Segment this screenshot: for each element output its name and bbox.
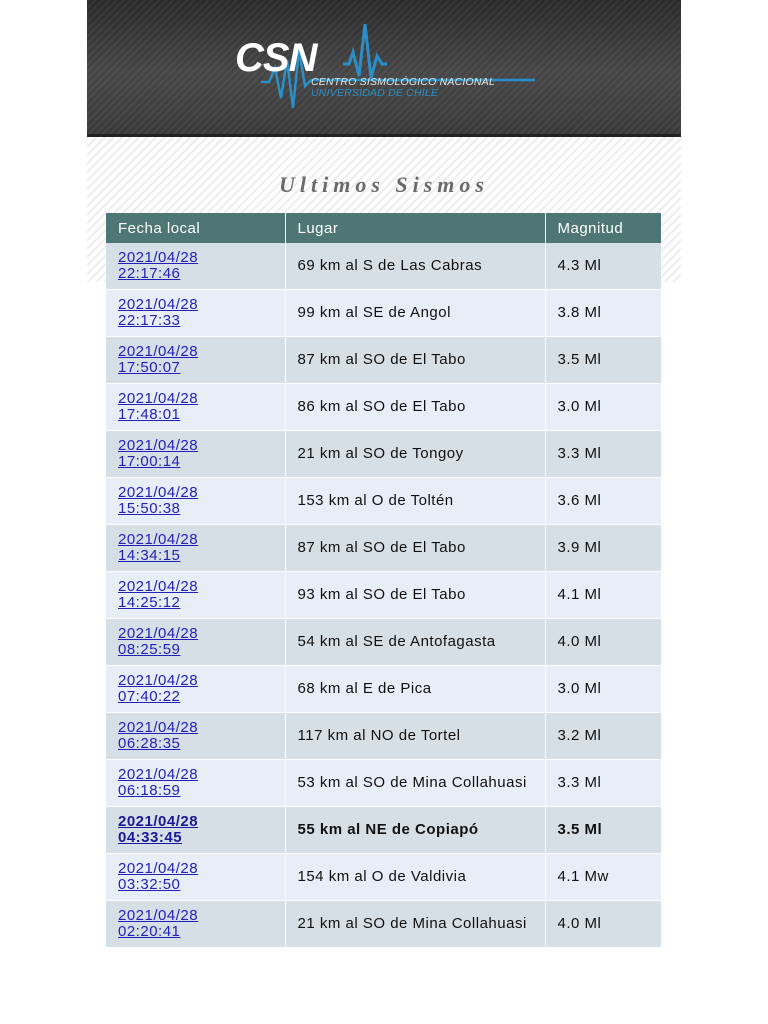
magnitude-cell: 3.3 Ml [545, 431, 661, 478]
event-datetime-link[interactable] [118, 813, 198, 846]
magnitude-cell: 3.2 Ml [545, 713, 661, 760]
date-cell [106, 807, 285, 854]
place-cell: 53 km al SO de Mina Collahuasi [285, 760, 545, 807]
place-cell: 21 km al SO de Mina Collahuasi [285, 901, 545, 948]
table-row [106, 431, 661, 478]
logo-text: CSN [235, 36, 317, 80]
date-cell [106, 901, 285, 948]
event-datetime-link[interactable] [118, 578, 198, 611]
table-row [106, 478, 661, 525]
event-date: 2021/04/28 [118, 578, 199, 595]
event-time: 22:17:33 [118, 312, 181, 329]
magnitude-cell: 4.1 Mw [545, 854, 661, 901]
event-date: 2021/04/28 [118, 813, 199, 830]
event-time: 04:33:45 [118, 829, 183, 846]
table-row [106, 854, 661, 901]
event-date: 2021/04/28 [118, 860, 199, 877]
date-cell [106, 666, 285, 713]
earthquakes-table [106, 213, 661, 948]
event-date: 2021/04/28 [118, 296, 199, 313]
event-datetime-link[interactable] [118, 343, 198, 376]
event-time: 07:40:22 [118, 688, 181, 705]
csn-logo[interactable] [235, 20, 535, 115]
magnitude-cell: 3.5 Ml [545, 337, 661, 384]
date-cell [106, 760, 285, 807]
event-time: 15:50:38 [118, 500, 181, 517]
table-row [106, 619, 661, 666]
event-datetime-link[interactable] [118, 907, 198, 940]
place-cell: 68 km al E de Pica [285, 666, 545, 713]
place-cell: 93 km al SO de El Tabo [285, 572, 545, 619]
page [87, 0, 681, 1024]
event-date: 2021/04/28 [118, 484, 199, 501]
date-cell [106, 525, 285, 572]
place-cell: 99 km al SE de Angol [285, 290, 545, 337]
event-datetime-link[interactable] [118, 296, 198, 329]
event-datetime-link[interactable] [118, 437, 198, 470]
event-datetime-link[interactable] [118, 390, 198, 423]
event-datetime-link[interactable] [118, 719, 198, 752]
date-cell [106, 337, 285, 384]
event-date: 2021/04/28 [118, 625, 199, 642]
place-cell: 154 km al O de Valdivia [285, 854, 545, 901]
logo-subtitle: CENTRO SISMOLÓGICO NACIONAL [311, 76, 495, 88]
magnitude-cell: 3.6 Ml [545, 478, 661, 525]
magnitude-cell: 3.0 Ml [545, 384, 661, 431]
table-row [106, 901, 661, 948]
table-row [106, 290, 661, 337]
date-cell [106, 243, 285, 290]
place-cell: 69 km al S de Las Cabras [285, 243, 545, 290]
event-time: 14:34:15 [118, 547, 181, 564]
magnitude-cell: 4.1 Ml [545, 572, 661, 619]
event-time: 06:28:35 [118, 735, 181, 752]
date-cell [106, 572, 285, 619]
date-cell [106, 619, 285, 666]
table-row [106, 384, 661, 431]
event-datetime-link[interactable] [118, 625, 198, 658]
place-cell: 117 km al NO de Tortel [285, 713, 545, 760]
place-cell: 54 km al SE de Antofagasta [285, 619, 545, 666]
date-cell [106, 854, 285, 901]
table-row [106, 807, 661, 854]
column-header-magnitude: Magnitud [545, 213, 661, 243]
event-date: 2021/04/28 [118, 719, 199, 736]
magnitude-cell: 3.9 Ml [545, 525, 661, 572]
place-cell: 21 km al SO de Tongoy [285, 431, 545, 478]
event-datetime-link[interactable] [118, 249, 198, 282]
place-cell: 87 km al SO de El Tabo [285, 525, 545, 572]
place-cell: 153 km al O de Toltén [285, 478, 545, 525]
magnitude-cell: 4.0 Ml [545, 901, 661, 948]
event-date: 2021/04/28 [118, 343, 199, 360]
event-date: 2021/04/28 [118, 907, 199, 924]
date-cell [106, 713, 285, 760]
event-datetime-link[interactable] [118, 672, 198, 705]
table-row [106, 760, 661, 807]
table-body [106, 243, 661, 948]
date-cell [106, 478, 285, 525]
event-time: 17:50:07 [118, 359, 181, 376]
event-time: 14:25:12 [118, 594, 181, 611]
magnitude-cell: 3.8 Ml [545, 290, 661, 337]
event-datetime-link[interactable] [118, 860, 198, 893]
event-time: 22:17:46 [118, 265, 181, 282]
event-time: 08:25:59 [118, 641, 181, 658]
table-header-row [106, 213, 661, 243]
table-row [106, 713, 661, 760]
page-title: Ultimos Sismos [279, 172, 489, 197]
event-date: 2021/04/28 [118, 766, 199, 783]
table-row [106, 525, 661, 572]
event-date: 2021/04/28 [118, 437, 199, 454]
magnitude-cell: 3.5 Ml [545, 807, 661, 854]
date-cell [106, 431, 285, 478]
column-header-place: Lugar [285, 213, 545, 243]
event-datetime-link[interactable] [118, 484, 198, 517]
event-time: 02:20:41 [118, 923, 181, 940]
table-row [106, 572, 661, 619]
date-cell [106, 384, 285, 431]
event-time: 17:48:01 [118, 406, 181, 423]
event-date: 2021/04/28 [118, 390, 199, 407]
place-cell: 55 km al NE de Copiapó [285, 807, 545, 854]
logo-university: UNIVERSIDAD DE CHILE [311, 87, 439, 99]
table-row [106, 666, 661, 713]
event-time: 03:32:50 [118, 876, 181, 893]
table-row [106, 243, 661, 290]
event-time: 06:18:59 [118, 782, 181, 799]
event-datetime-link[interactable] [118, 531, 198, 564]
event-datetime-link[interactable] [118, 766, 198, 799]
magnitude-cell: 3.3 Ml [545, 760, 661, 807]
place-cell: 87 km al SO de El Tabo [285, 337, 545, 384]
event-date: 2021/04/28 [118, 672, 199, 689]
event-time: 17:00:14 [118, 453, 181, 470]
table-row [106, 337, 661, 384]
magnitude-cell: 4.3 Ml [545, 243, 661, 290]
event-date: 2021/04/28 [118, 249, 199, 266]
magnitude-cell: 3.0 Ml [545, 666, 661, 713]
date-cell [106, 290, 285, 337]
column-header-date: Fecha local [106, 213, 285, 243]
site-header [87, 0, 681, 137]
magnitude-cell: 4.0 Ml [545, 619, 661, 666]
place-cell: 86 km al SO de El Tabo [285, 384, 545, 431]
event-date: 2021/04/28 [118, 531, 199, 548]
